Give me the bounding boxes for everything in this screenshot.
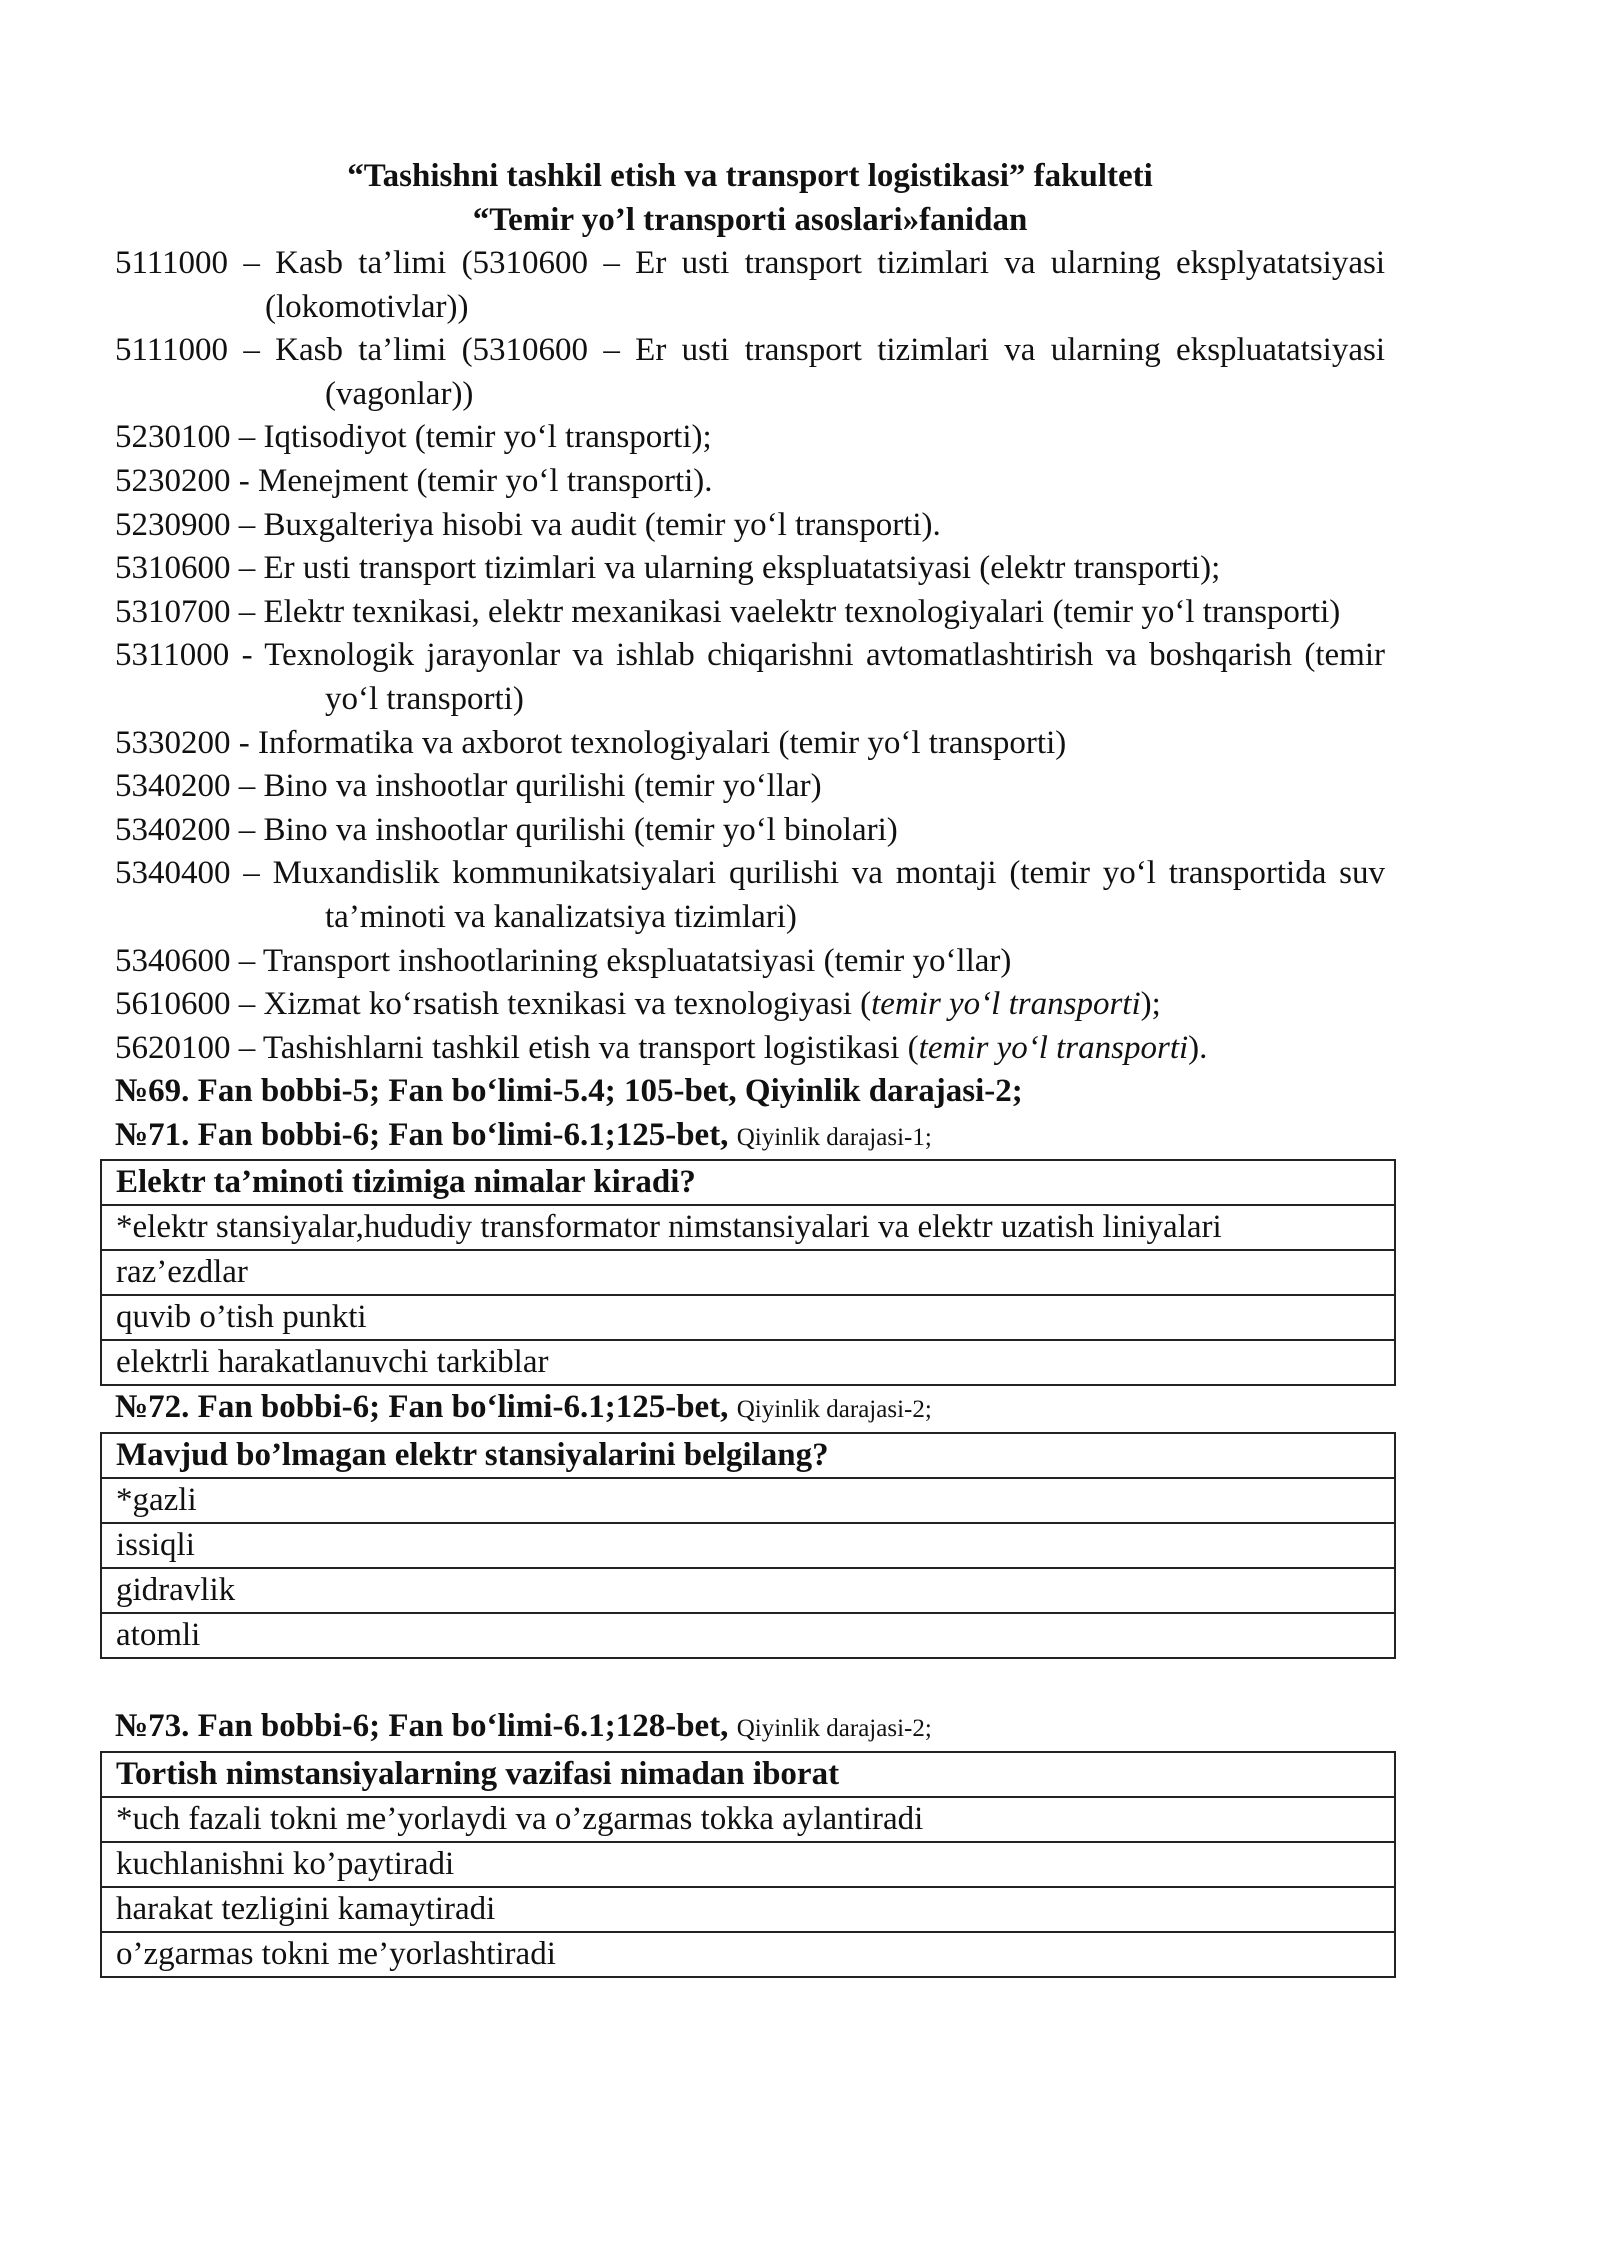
specialty-line: 5230900 – Buxgalteriya hisobi va audit (temir yo‘l transporti). [115, 506, 941, 543]
specialty-line: 5340200 – Bino va inshootlar qurilishi (temir yo‘l binolari) [115, 811, 898, 848]
difficulty-level: Qiyinlik darajasi-2; [736, 1715, 932, 1743]
answer-option: *gazli [101, 1478, 1395, 1523]
question-meta: №71. Fan bobbi-6; Fan bo‘limi-6.1;125-bet, [115, 1116, 737, 1153]
specialty-line: 5230200 - Menejment (temir yo‘l transporti). [115, 462, 713, 499]
question-header-71 [115, 1114, 1385, 1160]
faculty-title: “Tashishni tashkil etish va transport logistikasi” fakulteti [347, 158, 1153, 194]
specialty-line-italic [115, 983, 1385, 1027]
question-table-71 [100, 1159, 1396, 1386]
answer-option: o’zgarmas tokni me’yorlashtiradi [101, 1932, 1395, 1977]
specialty-line: 5311000 - Texnologik jarayonlar va ishlab chiqarishni avtomatlashtirish va boshqarish (temir yo‘l transporti) [115, 637, 1385, 717]
answer-option: *uch fazali tokni me’yorlaydi va o’zgarmas tokka aylantiradi [101, 1797, 1395, 1842]
difficulty-level: Qiyinlik darajasi-1; [736, 1123, 932, 1151]
subject-title: “Temir yo’l transporti asoslari»fanidan [472, 202, 1028, 238]
specialty-line: 5310600 – Er usti transport tizimlari va ularning ekspluatatsiyasi (elektr transporti); [115, 550, 1221, 587]
spec-text: 5620100 – Tashishlarni tashkil etish va transport logistikasi ( [115, 1029, 919, 1066]
answer-option: harakat tezligini kamaytiradi [101, 1887, 1395, 1932]
question-text: Mavjud bo’lmagan elektr stansiyalarini belgilang? [101, 1433, 1395, 1478]
spec-text: ). [1188, 1029, 1208, 1066]
question-table-73 [100, 1751, 1396, 1978]
answer-option: gidravlik [101, 1568, 1395, 1613]
answer-option: kuchlanishni ko’paytiradi [101, 1842, 1395, 1887]
spec-text: 5610600 – Xizmat ko‘rsatish texnikasi va texnologiyasi ( [115, 986, 872, 1023]
spec-italic-text: temir yo‘l transporti [871, 986, 1141, 1023]
question-text: Tortish nimstansiyalarning vazifasi nimadan iborat [101, 1752, 1395, 1797]
specialty-line-italic [115, 1027, 1385, 1071]
specialty-line: 5340200 – Bino va inshootlar qurilishi (temir yo‘llar) [115, 768, 822, 805]
answer-option: atomli [101, 1613, 1395, 1658]
question-table-72 [100, 1432, 1396, 1659]
question-meta: №73. Fan bobbi-6; Fan bo‘limi-6.1;128-bet, [115, 1708, 737, 1745]
question-header-72 [115, 1386, 1385, 1432]
specialty-line: 5340400 – Muxandislik kommunikatsiyalari qurilishi va montaji (temir yo‘l transportida suv ta’minoti va kanalizatsiya tizimlari) [115, 855, 1385, 935]
document-page [115, 154, 1385, 1978]
specialty-line: 5111000 – Kasb ta’limi (5310600 – Er usti transport tizimlari va ularning ekspluatatsiyasi (vagonlar)) [115, 332, 1385, 412]
spec-text: ); [1140, 986, 1161, 1023]
answer-option: *elektr stansiyalar,hududiy transformator nimstansiyalari va elektr uzatish liniyalari [101, 1205, 1395, 1250]
answer-option: issiqli [101, 1523, 1395, 1568]
question-meta: №72. Fan bobbi-6; Fan bo‘limi-6.1;125-bet, [115, 1389, 737, 1426]
spec-italic-text: temir yo‘l transporti [918, 1029, 1189, 1066]
spacer [115, 1659, 1385, 1705]
answer-option: elektrli harakatlanuvchi tarkiblar [101, 1340, 1395, 1385]
specialty-line: 5111000 – Kasb ta’limi (5310600 – Er usti transport tizimlari va ularning eksplуatatsiyasi (lokomotivlar)) [115, 245, 1385, 325]
question-text: Elektr ta’minoti tizimiga nimalar kiradi? [101, 1160, 1395, 1205]
specialty-line: 5230100 – Iqtisodiyot (temir yo‘l transporti); [115, 419, 712, 456]
difficulty-level: Qiyinlik darajasi-2; [736, 1396, 932, 1424]
question-header-73 [115, 1705, 1385, 1751]
specialty-line: 5310700 – Elektr texnikasi, elektr mexanikasi vaelektr texnologiyalari (temir yo‘l transporti) [115, 593, 1341, 630]
answer-option: quvib o’tish punkti [101, 1295, 1395, 1340]
specialty-line: 5340600 – Transport inshootlarining ekspluatatsiyasi (temir yo‘llar) [115, 942, 1012, 979]
question-header-69: №69. Fan bobbi-5; Fan bo‘limi-5.4; 105-bet, Qiyinlik darajasi-2; [115, 1073, 1023, 1110]
specialty-line: 5330200 - Informatika va axborot texnologiyalari (temir yo‘l transporti) [115, 724, 1067, 761]
answer-option: raz’ezdlar [101, 1250, 1395, 1295]
